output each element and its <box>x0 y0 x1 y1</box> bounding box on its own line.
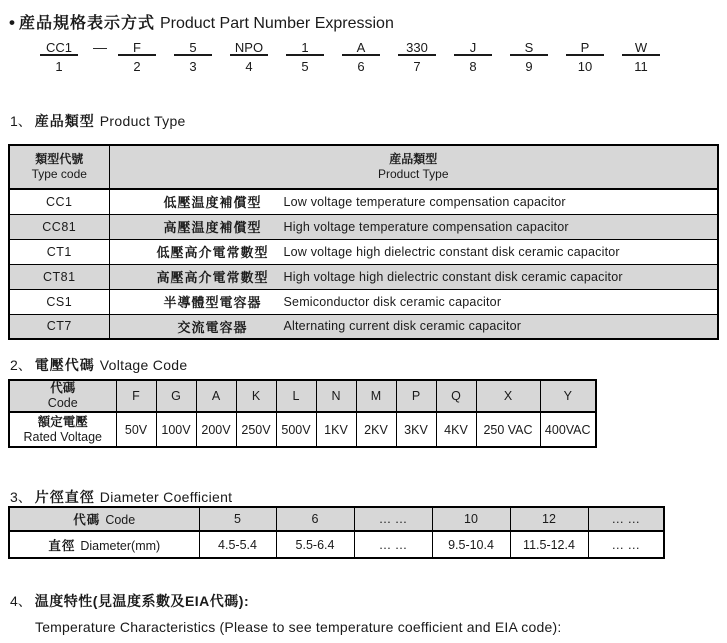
rated-voltage-cell: 3KV <box>396 412 436 447</box>
diameter-code-cell: … … <box>588 507 664 531</box>
diameter-value-cell: 11.5-12.4 <box>510 531 588 558</box>
pn-segment-number: 8 <box>469 59 477 74</box>
pn-segment-value: NPO <box>230 40 268 56</box>
type-desc-cell <box>109 214 718 239</box>
voltage-code-header-row <box>9 380 596 412</box>
type-code-cell: CT81 <box>9 264 109 289</box>
rated-voltage-cell: 50V <box>116 412 156 447</box>
section-heading-temperature <box>10 591 249 611</box>
section-number: 4、 <box>10 593 32 609</box>
type-desc-zh: 低壓高介電常數型 <box>156 245 269 260</box>
voltage-code-cell: M <box>356 380 396 412</box>
page-title <box>9 10 394 33</box>
pn-segment-11 <box>622 40 660 74</box>
rated-voltage-cell: 1KV <box>316 412 356 447</box>
diameter-label-en: Diameter(mm) <box>80 538 161 553</box>
diameter-value-cell: … … <box>354 531 432 558</box>
voltage-code-cell: X <box>476 380 540 412</box>
voltage-code-cell: Q <box>436 380 476 412</box>
pn-segment-number: 2 <box>133 59 141 74</box>
diameter-code-cell: 6 <box>276 507 354 531</box>
type-desc-cell <box>109 314 718 339</box>
voltage-code-cell: N <box>316 380 356 412</box>
temperature-characteristics-line: Temperature Characteristics (Please to see temperature coefficient and EIA code): <box>35 619 562 635</box>
section-title-en: Diameter Coefficient <box>99 489 233 505</box>
voltage-code-cell: K <box>236 380 276 412</box>
code-label-en: Code <box>105 513 136 527</box>
pn-segment-number: 4 <box>245 59 253 74</box>
rated-voltage-label-cell <box>9 412 116 447</box>
code-label-zh: 代碼 <box>50 381 76 395</box>
diameter-code-cell: … … <box>354 507 432 531</box>
pn-segment-8 <box>454 40 492 74</box>
pn-segment-value: 330 <box>398 40 436 56</box>
diameter-code-label-cell <box>9 507 199 531</box>
rated-voltage-row <box>9 412 596 447</box>
pn-segment-value: P <box>566 40 604 56</box>
section-title-en: Voltage Code <box>99 357 188 373</box>
pn-dash: — <box>93 39 107 55</box>
section-number: 2、 <box>10 357 32 373</box>
header-label-en: Type code <box>31 167 87 181</box>
code-label-cell <box>9 380 116 412</box>
rated-voltage-cell: 250 VAC <box>476 412 540 447</box>
type-code-cell: CS1 <box>9 289 109 314</box>
voltage-code-cell: G <box>156 380 196 412</box>
type-desc-en: Semiconductor disk ceramic capacitor <box>283 294 502 309</box>
pn-segment-value: S <box>510 40 548 56</box>
section-heading-product-type <box>10 111 186 131</box>
rated-voltage-cell: 500V <box>276 412 316 447</box>
pn-segment-1 <box>40 40 78 74</box>
rated-voltage-cell: 250V <box>236 412 276 447</box>
product-type-header-cell <box>109 145 718 189</box>
type-code-header-cell <box>9 145 109 189</box>
type-code-cell: CC81 <box>9 214 109 239</box>
header-label-zh: 産品類型 <box>389 152 438 166</box>
type-desc-zh: 高壓温度補償型 <box>163 220 262 235</box>
rated-voltage-cell: 400VAC <box>540 412 596 447</box>
section-number: 3、 <box>10 489 32 505</box>
table-row-cc1 <box>9 189 718 214</box>
rated-voltage-cell: 4KV <box>436 412 476 447</box>
diameter-code-cell: 10 <box>432 507 510 531</box>
table-row-ct81 <box>9 264 718 289</box>
rated-voltage-cell: 100V <box>156 412 196 447</box>
type-desc-en: Low voltage temperature compensation capacitor <box>283 194 566 209</box>
pn-segment-value: 5 <box>174 40 212 56</box>
type-desc-cell <box>109 239 718 264</box>
diameter-value-cell: 5.5-6.4 <box>276 531 354 558</box>
pn-segment-10 <box>566 40 604 74</box>
pn-segment-9 <box>510 40 548 74</box>
section-number: 1、 <box>10 113 32 129</box>
table-row-cc81 <box>9 214 718 239</box>
type-code-cell: CC1 <box>9 189 109 214</box>
pn-segment-4 <box>230 40 268 74</box>
diameter-code-row <box>9 507 664 531</box>
type-desc-zh: 高壓高介電常數型 <box>156 270 269 285</box>
bullet-icon: • <box>9 13 15 32</box>
product-type-table <box>8 144 719 340</box>
type-code-cell: CT1 <box>9 239 109 264</box>
type-desc-zh: 交流電容器 <box>177 319 248 335</box>
diameter-table <box>8 506 665 559</box>
pn-segment-number: 10 <box>577 59 593 74</box>
pn-segment-value: J <box>454 40 492 56</box>
rated-voltage-label-zh: 額定電壓 <box>37 414 88 429</box>
rated-voltage-cell: 200V <box>196 412 236 447</box>
rated-voltage-label-en: Rated Voltage <box>23 429 103 444</box>
type-desc-en: Low voltage high dielectric constant disk ceramic capacitor <box>283 244 620 259</box>
diameter-value-row <box>9 531 664 558</box>
type-desc-en: High voltage temperature compensation capacitor <box>283 219 569 234</box>
section-heading-voltage-code <box>10 355 187 375</box>
voltage-code-table <box>8 379 597 448</box>
pn-segment-value: A <box>342 40 380 56</box>
voltage-code-cell: L <box>276 380 316 412</box>
type-desc-cell <box>109 289 718 314</box>
type-code-cell: CT7 <box>9 314 109 339</box>
diameter-label-cell <box>9 531 199 558</box>
table-row-ct1 <box>9 239 718 264</box>
code-label-en: Code <box>47 396 78 410</box>
type-desc-cell <box>109 264 718 289</box>
diameter-label-zh: 直徑 <box>48 538 76 553</box>
voltage-code-cell: P <box>396 380 436 412</box>
diameter-value-cell: 9.5-10.4 <box>432 531 510 558</box>
table-row-cs1 <box>9 289 718 314</box>
pn-segment-number: 5 <box>301 59 309 74</box>
type-desc-zh: 半導體型電容器 <box>163 295 262 310</box>
product-type-header-row <box>9 145 718 189</box>
pn-segment-number: 7 <box>413 59 421 74</box>
diameter-value-cell: … … <box>588 531 664 558</box>
voltage-code-cell: A <box>196 380 236 412</box>
code-label-zh: 代碼 <box>73 513 101 527</box>
header-label-en: Product Type <box>378 167 449 181</box>
section-title-zh: 産品類型 <box>34 113 95 129</box>
section-title-zh: 電壓代碼 <box>34 357 95 373</box>
page-title-en: Product Part Number Expression <box>159 15 394 32</box>
voltage-code-cell: Y <box>540 380 596 412</box>
section-heading-diameter <box>10 487 232 507</box>
table-row-ct7 <box>9 314 718 339</box>
part-number-expression <box>40 40 678 74</box>
pn-segment-7 <box>398 40 436 74</box>
pn-segment-2 <box>118 40 156 74</box>
pn-segment-5 <box>286 40 324 74</box>
type-desc-cell <box>109 189 718 214</box>
pn-segment-6 <box>342 40 380 74</box>
type-desc-en: Alternating current disk ceramic capacitor <box>283 319 522 334</box>
pn-segment-value: CC1 <box>40 40 78 56</box>
section-title-zh: 温度特性(見温度系數及EIA代碼): <box>34 593 250 609</box>
pn-segment-number: 1 <box>55 59 63 74</box>
pn-segment-value: 1 <box>286 40 324 56</box>
pn-segment-number: 9 <box>525 59 533 74</box>
type-desc-en: High voltage high dielectric constant disk ceramic capacitor <box>283 269 623 284</box>
pn-segment-number: 6 <box>357 59 365 74</box>
section-title-zh: 片徑直徑 <box>34 489 95 505</box>
rated-voltage-cell: 2KV <box>356 412 396 447</box>
pn-segment-number: 3 <box>189 59 197 74</box>
pn-segment-value: W <box>622 40 660 56</box>
pn-segment-3 <box>174 40 212 74</box>
pn-segment-number: 11 <box>634 59 648 74</box>
voltage-code-cell: F <box>116 380 156 412</box>
diameter-code-cell: 12 <box>510 507 588 531</box>
diameter-value-cell: 4.5-5.4 <box>199 531 276 558</box>
pn-segment-value: F <box>118 40 156 56</box>
header-label-zh: 類型代號 <box>35 152 84 166</box>
type-desc-zh: 低壓温度補償型 <box>163 195 262 211</box>
diameter-code-cell: 5 <box>199 507 276 531</box>
section-title-en: Product Type <box>99 113 186 129</box>
page-title-zh: 産品規格表示方式 <box>18 15 155 32</box>
